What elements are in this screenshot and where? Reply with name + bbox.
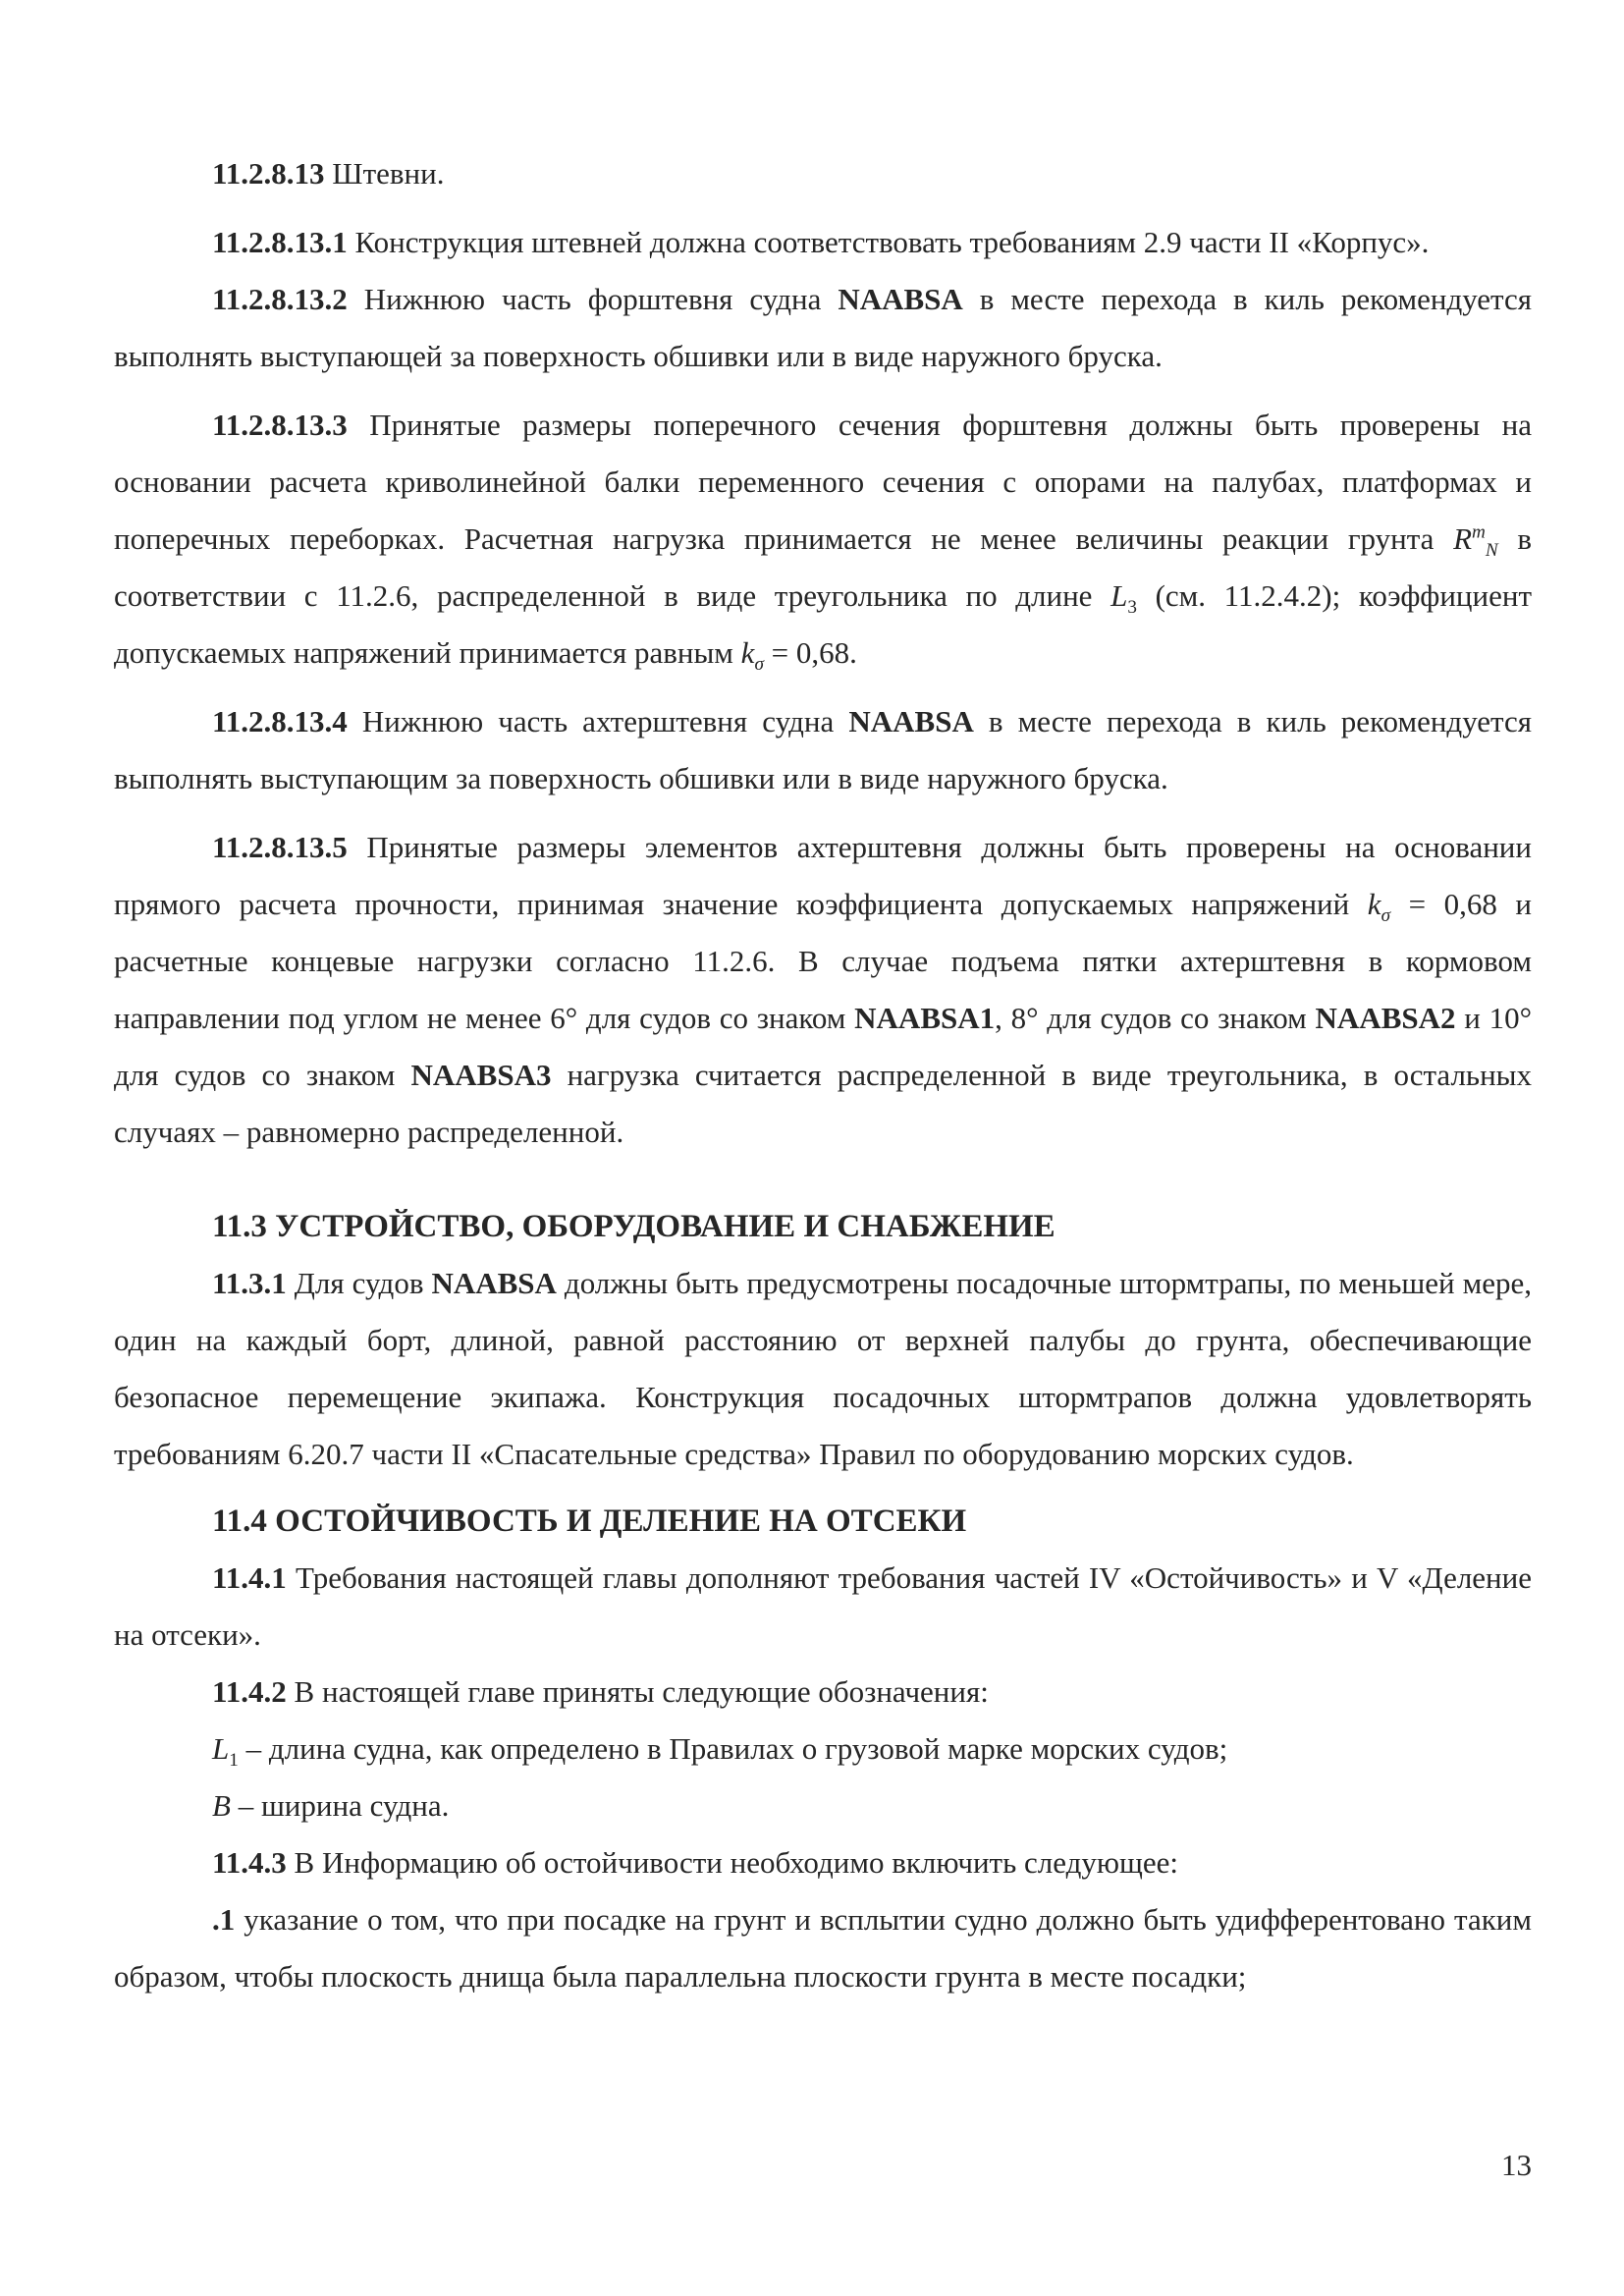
clause-number: 11.3.1 xyxy=(212,1266,287,1300)
formula-B: B xyxy=(212,1788,231,1823)
paragraph-11-2-8-13-3 xyxy=(114,397,1532,682)
clause-text: = 0,68 и расчетные концевые нагрузки согласно 11.2.6. В случае подъема пятки ахтерштевня в кормовом направлении под углом не менее 6° для судов со знаком xyxy=(114,887,1532,1035)
clause-text: Для судов xyxy=(286,1266,432,1300)
clause-number: 11.2.8.13.1 xyxy=(212,225,348,259)
section-heading-11-4: 11.4 ОСТОЙЧИВОСТЬ И ДЕЛЕНИЕ НА ОТСЕКИ xyxy=(212,1503,967,1539)
ship-notation: NAABSA xyxy=(431,1266,557,1300)
clause-text: Требования настоящей главы дополняют требования частей IV «Остойчивость» и V «Деление на отсеки». xyxy=(114,1560,1532,1652)
list-number: .1 xyxy=(212,1902,236,1937)
clause-text: в месте перехода в киль рекомендуется выполнять выступающим за поверхность обшивки или в виде наружного бруска. xyxy=(114,704,1533,795)
clause-text: Нижнюю часть форштевня судна xyxy=(347,282,839,316)
clause-text: в месте перехода в киль рекомендуется выполнять выступающей за поверхность обшивки или в виде наружного бруска. xyxy=(114,282,1533,373)
formula-R-N-m xyxy=(1453,521,1498,562)
clause-number: 11.2.8.13 xyxy=(212,156,325,191)
definition-L1 xyxy=(114,1721,1532,1777)
ship-notation: NAABSA3 xyxy=(410,1058,552,1092)
clause-number: 11.2.8.13.5 xyxy=(212,830,348,864)
paragraph-11-4-1 xyxy=(114,1550,1532,1664)
clause-text: = 0,68. xyxy=(763,635,857,670)
formula-sub: σ xyxy=(754,654,764,676)
clause-text: в соответствии с 11.2.6, распределенной в виде треугольника по длине xyxy=(114,521,1532,613)
clause-text: нагрузка считается распределенной в виде треугольника, в остальных случаях – равномерно распределенной. xyxy=(114,1058,1532,1149)
definition-text: – длина судна, как определено в Правилах о грузовой марке морских судов; xyxy=(238,1731,1228,1766)
definition-text: – ширина судна. xyxy=(230,1788,450,1823)
formula-k-sigma: k xyxy=(740,635,755,670)
formula-sub: 3 xyxy=(1127,597,1137,619)
clause-number: 11.2.8.13.2 xyxy=(212,282,348,316)
list-item-1 xyxy=(114,1891,1532,2005)
ship-notation: NAABSA1 xyxy=(854,1001,996,1035)
clause-text: и 10° для судов со знаком xyxy=(114,1001,1533,1092)
clause-text: В Информацию об остойчивости необходимо включить следующее: xyxy=(286,1845,1178,1880)
clause-text: Конструкция штевней должна соответствовать требованиям 2.9 части II «Корпус». xyxy=(347,225,1430,259)
clause-number: 11.4.2 xyxy=(212,1674,287,1709)
clause-text: Нижнюю часть ахтерштевня судна xyxy=(347,704,849,738)
definition-B xyxy=(114,1777,1532,1834)
clause-text: Принятые размеры поперечного сечения форштевня должны быть проверены на основании расчета криволинейной балки переменного сечения с опорами на палубах, платформах и поперечных переборках. Расчетная нагрузка принимается не менее величины реакции грунта xyxy=(114,408,1532,556)
ship-notation: NAABSA xyxy=(848,704,974,738)
formula-sub: σ xyxy=(1380,905,1391,927)
clause-number: 11.2.8.13.3 xyxy=(212,408,348,442)
paragraph-11-3-1 xyxy=(114,1255,1532,1483)
clause-number: 11.4.3 xyxy=(212,1845,287,1880)
formula-L3: L xyxy=(1110,578,1128,613)
clause-text: должны быть предусмотрены посадочные штормтрапы, по меньшей мере, один на каждый борт, длиной, равной расстоянию от верхней палубы до грунта, обеспечивающие безопасное перемещение экипажа. Конструкция посадочных штормтрапов должна удовлетворять требованиям 6.20.7 части II «Спасательные средства» Правил по оборудованию морских судов. xyxy=(114,1266,1533,1471)
formula-symbol: R xyxy=(1453,521,1473,556)
formula-sub: N xyxy=(1485,540,1498,562)
clause-text: (см. 11.2.4.2); коэффициент допускаемых напряжений принимается равным xyxy=(114,578,1533,670)
ship-notation: NAABSA xyxy=(838,282,963,316)
paragraph-11-2-8-13 xyxy=(114,145,1532,202)
formula-L1: L xyxy=(212,1731,230,1766)
paragraph-11-4-2 xyxy=(114,1664,1532,1721)
paragraph-11-2-8-13-1 xyxy=(114,214,1532,271)
list-text: указание о том, что при посадке на грунт и всплытии судно должно быть удифферентовано таким образом, чтобы плоскость днища была параллельна плоскости грунта в месте посадки; xyxy=(114,1902,1532,1994)
clause-number: 11.2.8.13.4 xyxy=(212,704,348,738)
ship-notation: NAABSA2 xyxy=(1315,1001,1456,1035)
paragraph-11-2-8-13-4 xyxy=(114,693,1532,807)
clause-text: , 8° для судов со знаком xyxy=(995,1001,1316,1035)
section-heading-11-3: 11.3 УСТРОЙСТВО, ОБОРУДОВАНИЕ И СНАБЖЕНИЕ xyxy=(212,1209,1056,1244)
page-number: 13 xyxy=(1501,2148,1532,2182)
clause-text: В настоящей главе приняты следующие обозначения: xyxy=(286,1674,989,1709)
paragraph-11-2-8-13-5 xyxy=(114,819,1532,1161)
paragraph-11-4-3 xyxy=(114,1834,1532,1891)
clause-number: 11.4.1 xyxy=(212,1560,287,1595)
formula-sup: m xyxy=(1472,521,1486,543)
document-page xyxy=(114,145,1532,2005)
clause-text: Штевни. xyxy=(324,156,445,191)
formula-k-sigma: k xyxy=(1367,887,1381,921)
paragraph-11-2-8-13-2 xyxy=(114,271,1532,385)
clause-text: Принятые размеры элементов ахтерштевня должны быть проверены на основании прямого расчета прочности, принимая значение коэффициента допускаемых напряжений xyxy=(114,830,1532,921)
formula-sub: 1 xyxy=(229,1750,239,1772)
